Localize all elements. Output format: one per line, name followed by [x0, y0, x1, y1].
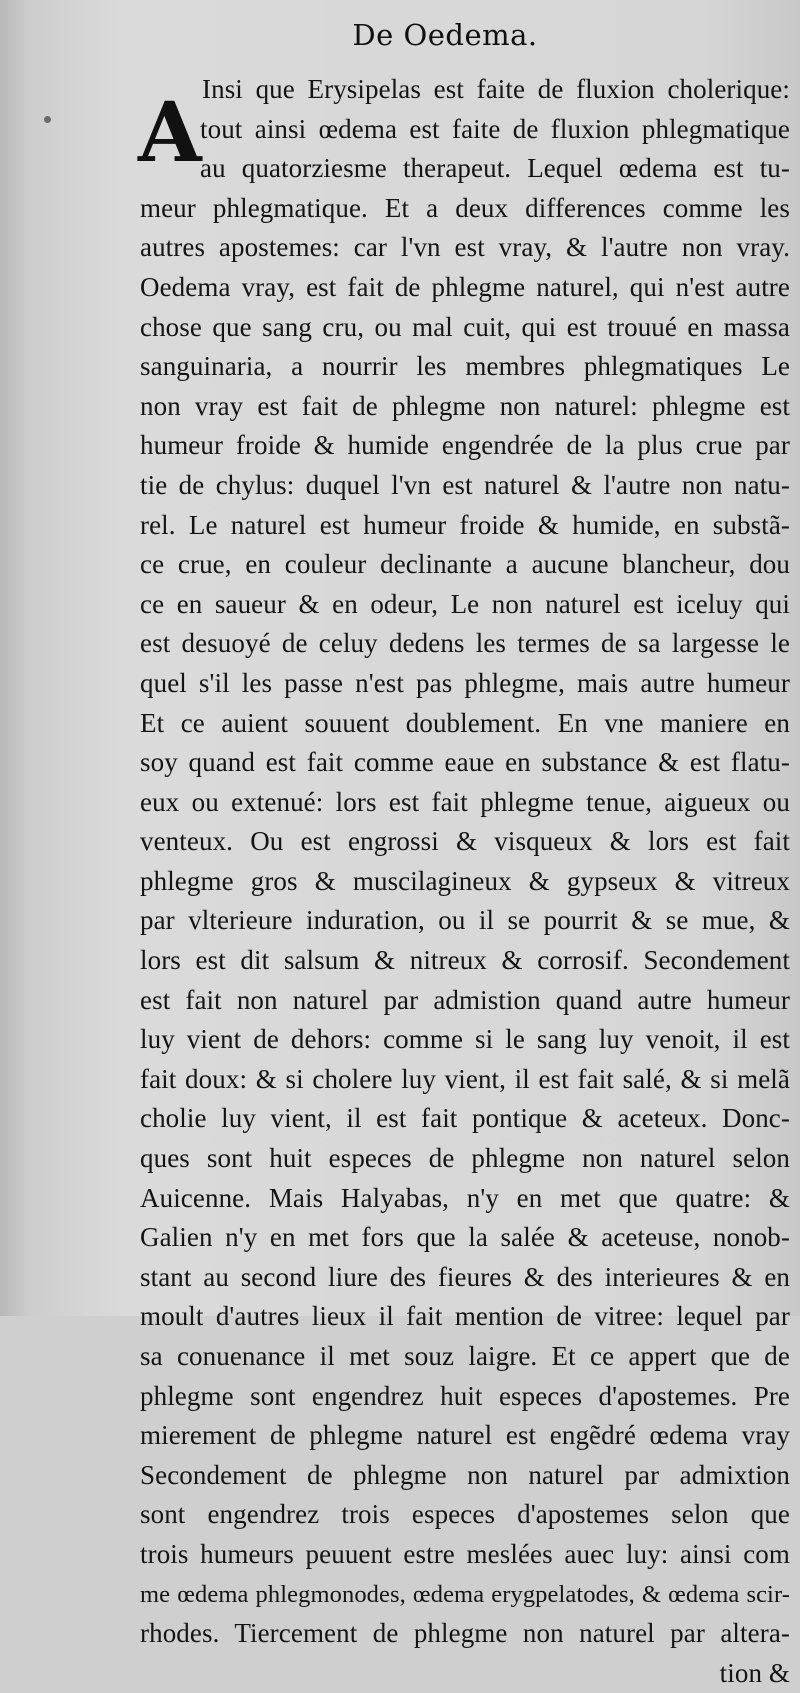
text-line: quel s'il les passe n'est pas phlegme, mais autre humeur [140, 667, 790, 698]
text-line: Et ce auient souuent doublement. En vne maniere en [140, 707, 790, 738]
text-line: sont engendrez trois especes d'apostemes selon que [140, 1499, 790, 1530]
text-line: ce crue, en couleur declinante a aucune blancheur, dou [140, 549, 790, 580]
text-line: tie de chylus: duquel l'vn est naturel & l'autre non natu- [140, 469, 790, 500]
text-line: ques sont huit especes de phlegme non naturel selon [140, 1143, 790, 1174]
text-line: phlegme gros & muscilagineux & gypseux & vitreux [140, 865, 790, 896]
text-line: tion & [719, 1657, 790, 1688]
text-line: moult d'autres lieux il fait mention de vitree: lequel par [140, 1301, 790, 1332]
text-line: phlegme sont engendrez huit especes d'apostemes. Pre [140, 1380, 790, 1411]
text-line: soy quand est fait comme eaue en substance & est flatu- [140, 747, 790, 778]
text-line: lors est dit salsum & nitreux & corrosif. Secondement [140, 945, 790, 976]
text-line: tout ainsi œdema est faite de fluxion phlegmatique [200, 113, 790, 144]
text-line: non vray est fait de phlegme non naturel: phlegme est [140, 390, 790, 421]
text-line: autres apostemes: car l'vn est vray, & l'autre non vray. [140, 232, 790, 263]
text-line: trois humeurs peuuent estre meslées auec luy: ainsi com [140, 1538, 790, 1569]
text-line: venteux. Ou est engrossi & visqueux & lors est fait [140, 826, 790, 857]
text-line: humeur froide & humide engendrée de la plus crue par [140, 430, 790, 461]
text-line: Secondement de phlegme non naturel par admixtion [140, 1459, 790, 1490]
text-line: sanguinaria, a nourrir les membres phlegmatiques Le [140, 351, 790, 382]
text-line: est fait non naturel par admistion quand autre humeur [140, 984, 790, 1015]
text-line: stant au second liure des fieures & des interieures & en [140, 1261, 790, 1292]
text-line: sa conuenance il met souz laigre. Et ce appert que de [140, 1341, 790, 1371]
text-line: Oedema vray, est fait de phlegme naturel, qui n'est autre [140, 271, 790, 302]
text-line: Insi que Erysipelas est faite de fluxion cholerique: [202, 74, 790, 104]
text-line: eux ou extenué: lors est fait phlegme tenue, aigueux ou [140, 786, 790, 817]
page-title: De Oedema. [352, 18, 538, 52]
page-blemish [44, 116, 51, 123]
text-line: fait doux: & si cholere luy vient, il est fait salé, & si melã [140, 1063, 790, 1094]
text-line: luy vient de dehors: comme si le sang luy venoit, il est [140, 1024, 790, 1055]
text-line: me œdema phlegmonodes, œdema erygpelatodes, & œdema scir- [140, 1580, 790, 1608]
text-line: Galien n'y en met fors que la salée & aceteuse, nonob- [140, 1222, 790, 1253]
text-line: rel. Le naturel est humeur froide & humide, en substã- [140, 509, 790, 540]
text-line: par vlterieure induration, ou il se pourrit & se mue, & [140, 905, 790, 936]
text-line: cholie luy vient, il est fait pontique & aceteux. Donc- [140, 1103, 790, 1134]
text-line: mierement de phlegme naturel est engẽdré œdema vray [140, 1420, 790, 1451]
text-line: rhodes. Tiercement de phlegme non naturel par altera- [140, 1618, 790, 1649]
text-line: chose que sang cru, ou mal cuit, qui est trouué en massa [140, 311, 790, 342]
drop-cap-letter: A [138, 85, 202, 181]
text-line: ce en saueur & en odeur, Le non naturel est iceluy qui [140, 588, 790, 619]
text-line: est desuoyé de celuy dedens les termes de sa largesse le [140, 628, 790, 659]
body-text [140, 70, 790, 1693]
text-line: au quatorziesme therapeut. Lequel œdema est tu- [200, 153, 790, 184]
text-line: meur phlegmatique. Et a deux differences comme les [140, 192, 790, 223]
text-line: Auicenne. Mais Halyabas, n'y en met que quatre: & [140, 1182, 790, 1213]
